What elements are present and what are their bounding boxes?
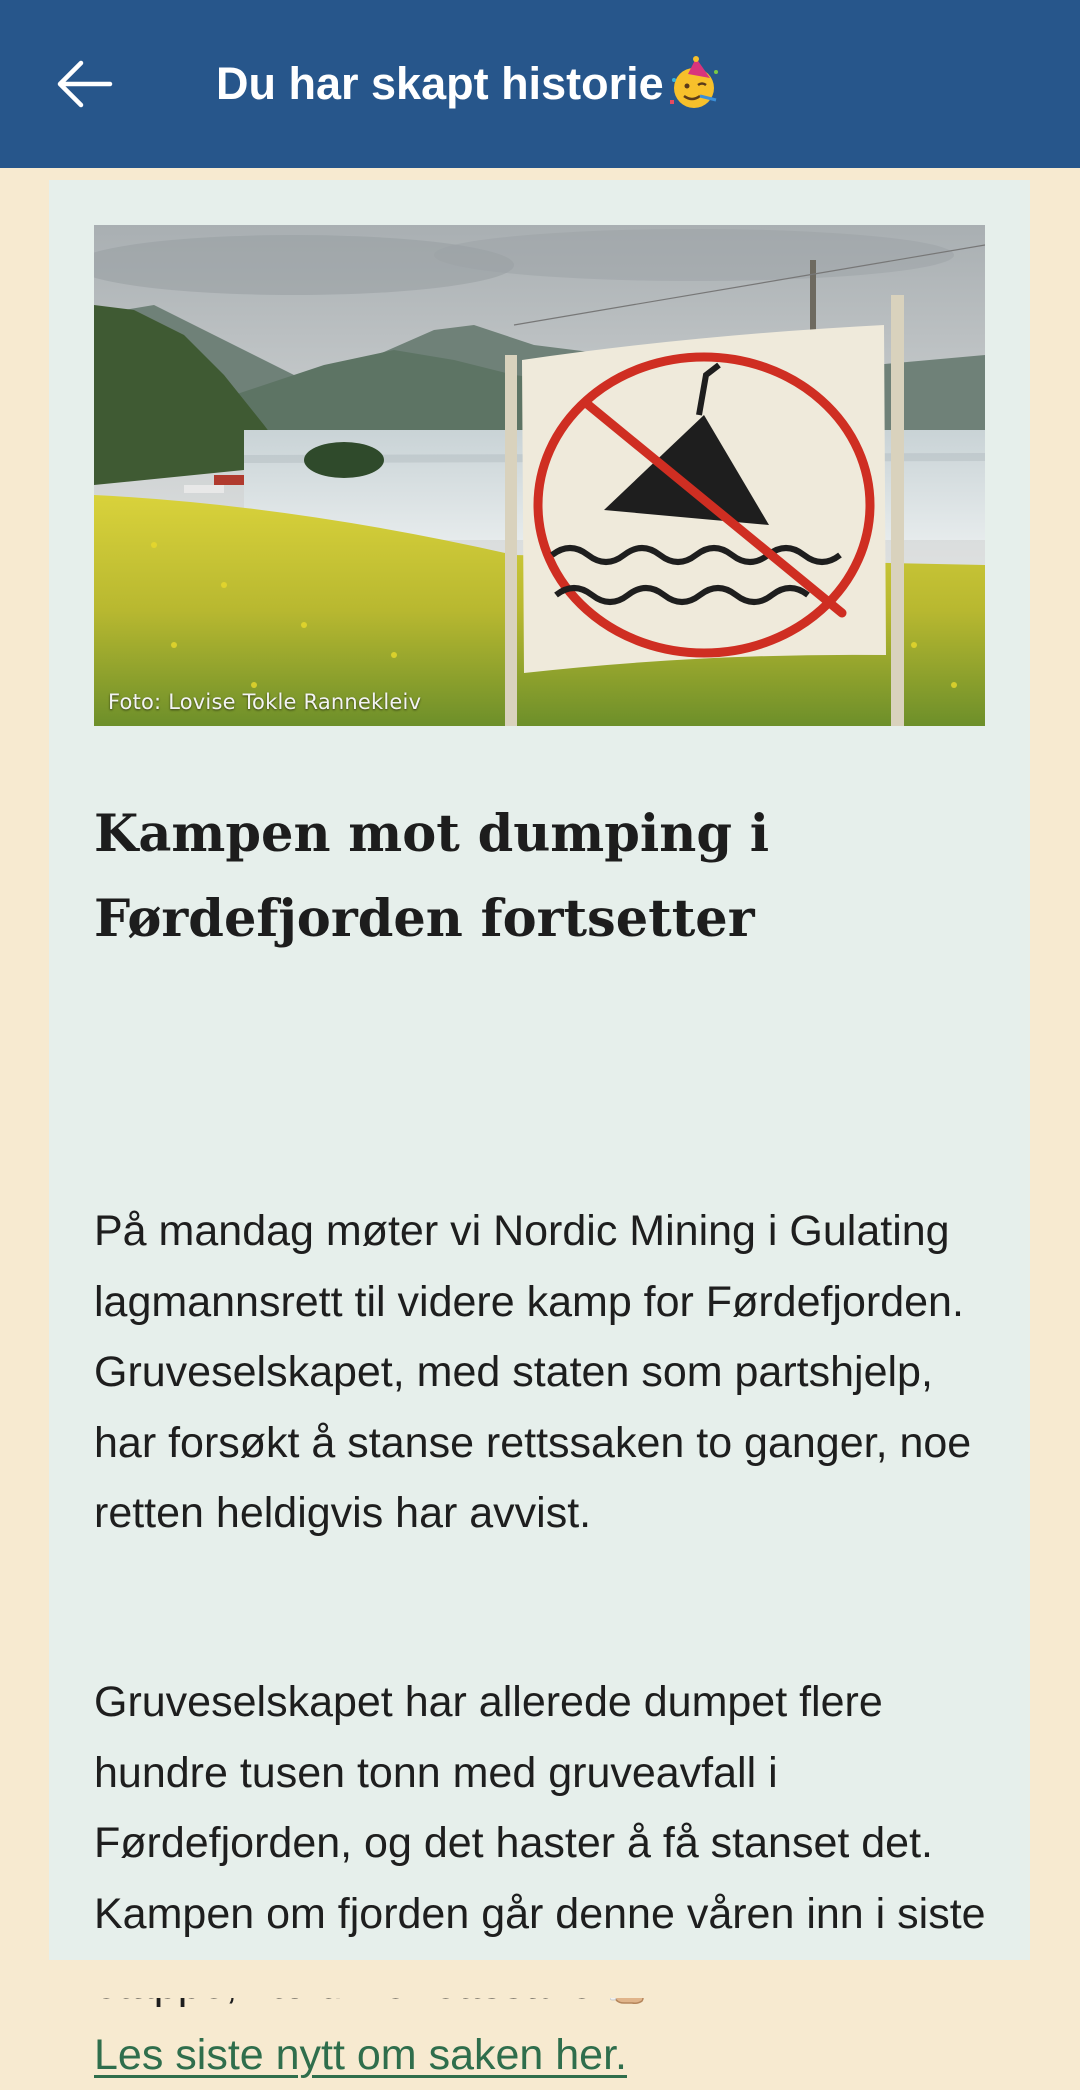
protest-banner-image bbox=[94, 225, 985, 726]
photo-credit: Foto: Lovise Tokle Rannekleiv bbox=[108, 690, 422, 714]
article-headline: Kampen mot dumping i Førdefjorden fortsetter bbox=[94, 804, 770, 949]
read-more-link[interactable]: Les siste nytt om saken her. bbox=[94, 2030, 627, 2079]
page-title-text: Du har skapt historie bbox=[216, 58, 664, 109]
top-spacer bbox=[0, 168, 1080, 180]
article-paragraph-1: På mandag møter vi Nordic Mining i Gulating lagmannsrett til videre kamp for Førdefjorden. Gruveselskapet, med staten som partshjelp, har forsøkt å stanse rettssaken to ganger, noe retten heldigvis har avvist. bbox=[94, 1207, 972, 1537]
app-bar bbox=[0, 0, 1080, 168]
back-button[interactable] bbox=[40, 44, 128, 124]
page-title bbox=[216, 56, 722, 112]
arrow-left-icon bbox=[54, 59, 114, 109]
bottom-spacer bbox=[0, 1960, 1080, 1998]
article-paragraph-2-text: Gruveselskapet har allerede dumpet flere hundre tusen tonn med gruveavfall i Førdefjorden, og det haster å få stanset det. Kampen om fjorden går denne våren inn i siste bbox=[94, 1678, 986, 1938]
partying-face-icon bbox=[666, 56, 722, 112]
article-card bbox=[49, 180, 1030, 2079]
article-paragraph-2 bbox=[94, 1667, 994, 2090]
article-photo bbox=[94, 225, 985, 726]
